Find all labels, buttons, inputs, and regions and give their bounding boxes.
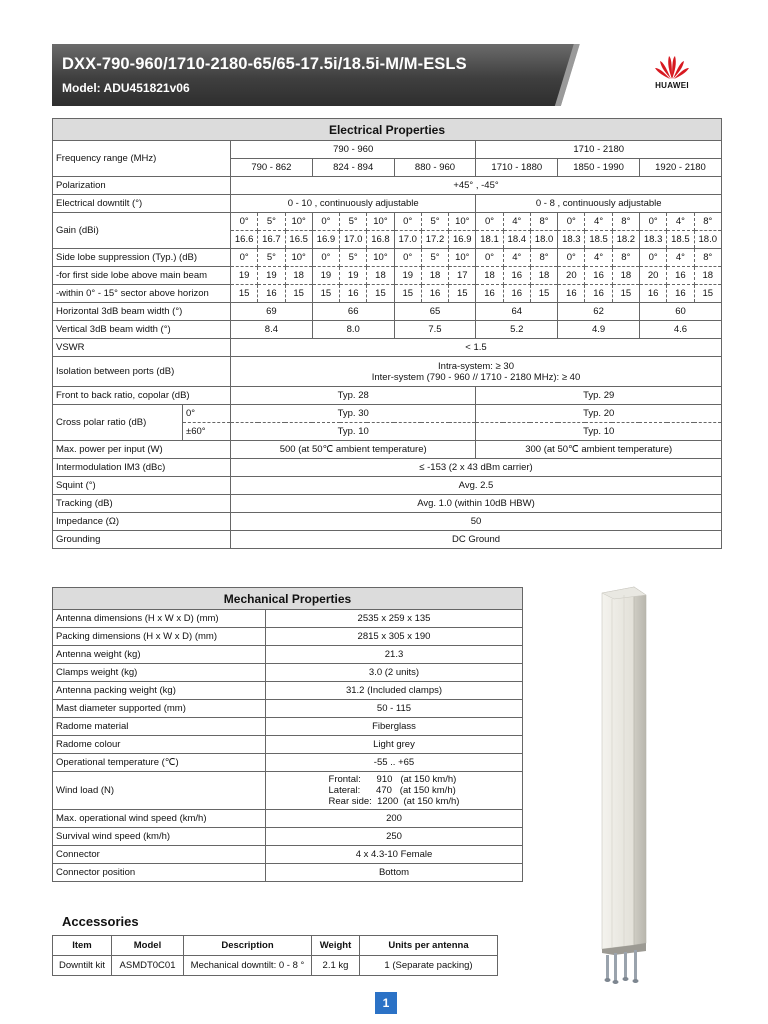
antenna-product-image bbox=[590, 585, 660, 995]
mech-row-label: Mast diameter supported (mm) bbox=[53, 700, 266, 718]
sls-first-cell: 16 bbox=[585, 267, 612, 285]
acc-header-units: Units per antenna bbox=[360, 936, 498, 956]
sls-tilt-cell: 0° bbox=[476, 249, 503, 267]
vbw-cell: 8.0 bbox=[312, 321, 394, 339]
mech-row-label: Operational temperature (℃) bbox=[53, 754, 266, 772]
cpr-angle-60: ±60° bbox=[183, 423, 231, 441]
huawei-logo bbox=[640, 54, 704, 102]
gain-tilt-cell: 8° bbox=[612, 213, 639, 231]
sls-first-cell: 17 bbox=[449, 267, 476, 285]
gain-value-cell: 18.4 bbox=[503, 231, 530, 249]
gain-tilt-cell: 8° bbox=[694, 213, 721, 231]
sls-within-cell: 16 bbox=[476, 285, 503, 303]
acc-header-model: Model bbox=[112, 936, 184, 956]
sub-band: 790 - 862 bbox=[231, 159, 313, 177]
accessories-title: Accessories bbox=[62, 914, 139, 929]
gain-tilt-cell: 0° bbox=[312, 213, 339, 231]
sls-first-label: -for first side lobe above main beam bbox=[53, 267, 231, 285]
sls-first-cell: 19 bbox=[258, 267, 285, 285]
gain-tilt-cell: 0° bbox=[231, 213, 258, 231]
acc-weight: 2.1 kg bbox=[312, 956, 360, 976]
grounding-value: DC Ground bbox=[231, 531, 722, 549]
cpr-low-0: Typ. 30 bbox=[231, 405, 476, 423]
sls-within-cell: 15 bbox=[612, 285, 639, 303]
hbw-cell: 60 bbox=[639, 303, 721, 321]
sls-tilt-cell: 4° bbox=[503, 249, 530, 267]
sub-band: 1920 - 2180 bbox=[639, 159, 721, 177]
mech-row-value: Light grey bbox=[266, 736, 523, 754]
mech-row-value: 2535 x 259 x 135 bbox=[266, 610, 523, 628]
sub-band: 824 - 894 bbox=[312, 159, 394, 177]
mech-row-label: Antenna packing weight (kg) bbox=[53, 682, 266, 700]
vbw-cell: 4.9 bbox=[558, 321, 640, 339]
sls-tilt-cell: 10° bbox=[367, 249, 394, 267]
electrical-properties-table bbox=[52, 118, 722, 549]
mechanical-title: Mechanical Properties bbox=[53, 588, 523, 610]
vbw-label: Vertical 3dB beam width (°) bbox=[53, 321, 231, 339]
gain-tilt-cell: 0° bbox=[394, 213, 421, 231]
gain-value-cell: 16.6 bbox=[231, 231, 258, 249]
acc-header-item: Item bbox=[53, 936, 112, 956]
sls-within-cell: 16 bbox=[639, 285, 666, 303]
gain-tilt-cell: 0° bbox=[476, 213, 503, 231]
mech-row-value: 21.3 bbox=[266, 646, 523, 664]
gain-value-cell: 17.0 bbox=[394, 231, 421, 249]
tracking-value: Avg. 1.0 (within 10dB HBW) bbox=[231, 495, 722, 513]
squint-value: Avg. 2.5 bbox=[231, 477, 722, 495]
mech-row-value: Bottom bbox=[266, 864, 523, 882]
sls-within-cell: 15 bbox=[312, 285, 339, 303]
sls-within-cell: 16 bbox=[585, 285, 612, 303]
sls-within-cell: 15 bbox=[394, 285, 421, 303]
sls-first-cell: 19 bbox=[394, 267, 421, 285]
sls-first-cell: 18 bbox=[530, 267, 557, 285]
acc-header-description: Description bbox=[184, 936, 312, 956]
gain-tilt-cell: 8° bbox=[530, 213, 557, 231]
grounding-label: Grounding bbox=[53, 531, 231, 549]
sls-tilt-cell: 5° bbox=[421, 249, 448, 267]
sls-within-cell: 16 bbox=[340, 285, 367, 303]
isolation-value bbox=[231, 357, 722, 387]
tracking-label: Tracking (dB) bbox=[53, 495, 231, 513]
gain-value-cell: 16.9 bbox=[449, 231, 476, 249]
gain-tilt-cell: 0° bbox=[558, 213, 585, 231]
gain-tilt-cell: 10° bbox=[367, 213, 394, 231]
hbw-label: Horizontal 3dB beam width (°) bbox=[53, 303, 231, 321]
squint-label: Squint (°) bbox=[53, 477, 231, 495]
polarization-label: Polarization bbox=[53, 177, 231, 195]
sls-within-cell: 16 bbox=[667, 285, 694, 303]
gain-tilt-cell: 4° bbox=[667, 213, 694, 231]
power-label: Max. power per input (W) bbox=[53, 441, 231, 459]
isolation-label: Isolation between ports (dB) bbox=[53, 357, 231, 387]
sls-within-cell: 15 bbox=[694, 285, 721, 303]
electrical-title: Electrical Properties bbox=[53, 119, 722, 141]
sls-within-cell: 15 bbox=[231, 285, 258, 303]
cpr-low-60: Typ. 10 bbox=[231, 423, 476, 441]
mech-row-label: Packing dimensions (H x W x D) (mm) bbox=[53, 628, 266, 646]
downtilt-high: 0 - 8 , continuously adjustable bbox=[476, 195, 722, 213]
mech-row-label: Antenna dimensions (H x W x D) (mm) bbox=[53, 610, 266, 628]
sls-first-cell: 19 bbox=[340, 267, 367, 285]
vbw-cell: 7.5 bbox=[394, 321, 476, 339]
isolation-inter: Inter-system (790 - 960 // 1710 - 2180 MHz): ≥ 40 bbox=[371, 371, 581, 383]
hbw-cell: 62 bbox=[558, 303, 640, 321]
gain-tilt-cell: 4° bbox=[585, 213, 612, 231]
band-low: 790 - 960 bbox=[231, 141, 476, 159]
sls-within-label: -within 0° - 15° sector above horizon bbox=[53, 285, 231, 303]
gain-value-cell: 16.5 bbox=[285, 231, 312, 249]
product-title: DXX-790-960/1710-2180-65/65-17.5i/18.5i-M/M-ESLS bbox=[62, 55, 467, 73]
mech-row-value: Fiberglass bbox=[266, 718, 523, 736]
wind-load-line: Frontal: 910 (at 150 km/h) bbox=[328, 774, 457, 785]
sls-tilt-cell: 0° bbox=[231, 249, 258, 267]
acc-item: Downtilt kit bbox=[53, 956, 112, 976]
gain-tilt-cell: 4° bbox=[503, 213, 530, 231]
vswr-label: VSWR bbox=[53, 339, 231, 357]
sls-tilt-cell: 4° bbox=[585, 249, 612, 267]
ftb-high: Typ. 29 bbox=[476, 387, 722, 405]
cpr-label: Cross polar ratio (dB) bbox=[53, 405, 183, 441]
gain-tilt-cell: 5° bbox=[340, 213, 367, 231]
hbw-cell: 69 bbox=[231, 303, 313, 321]
sls-first-cell: 16 bbox=[667, 267, 694, 285]
wind-load-line: Lateral: 470 (at 150 km/h) bbox=[328, 785, 456, 796]
sls-tilt-cell: 8° bbox=[694, 249, 721, 267]
hbw-cell: 65 bbox=[394, 303, 476, 321]
gain-value-cell: 18.1 bbox=[476, 231, 503, 249]
mech-row-label: Connector position bbox=[53, 864, 266, 882]
gain-value-cell: 18.3 bbox=[639, 231, 666, 249]
model-number: Model: ADU451821v06 bbox=[62, 81, 190, 95]
sub-band: 1710 - 1880 bbox=[476, 159, 558, 177]
mech-row-label: Radome material bbox=[53, 718, 266, 736]
sls-tilt-cell: 0° bbox=[394, 249, 421, 267]
ftb-label: Front to back ratio, copolar (dB) bbox=[53, 387, 231, 405]
sls-within-cell: 16 bbox=[258, 285, 285, 303]
gain-tilt-cell: 0° bbox=[639, 213, 666, 231]
acc-header-weight: Weight bbox=[312, 936, 360, 956]
gain-tilt-cell: 10° bbox=[449, 213, 476, 231]
acc-model: ASMDT0C01 bbox=[112, 956, 184, 976]
downtilt-label: Electrical downtilt (°) bbox=[53, 195, 231, 213]
mech-row-value: 2815 x 305 x 190 bbox=[266, 628, 523, 646]
mech-row-value: 4 x 4.3-10 Female bbox=[266, 846, 523, 864]
vbw-cell: 8.4 bbox=[231, 321, 313, 339]
sub-band: 1850 - 1990 bbox=[558, 159, 640, 177]
gain-tilt-cell: 5° bbox=[258, 213, 285, 231]
sls-tilt-cell: 0° bbox=[558, 249, 585, 267]
mech-row-value: 3.0 (2 units) bbox=[266, 664, 523, 682]
gain-value-cell: 18.5 bbox=[585, 231, 612, 249]
mech-row-label: Radome colour bbox=[53, 736, 266, 754]
gain-value-cell: 18.0 bbox=[530, 231, 557, 249]
sls-within-cell: 16 bbox=[503, 285, 530, 303]
brand-name: HUAWEI bbox=[655, 81, 689, 90]
sls-within-cell: 15 bbox=[530, 285, 557, 303]
cpr-high-60: Typ. 10 bbox=[476, 423, 722, 441]
gain-value-cell: 18.3 bbox=[558, 231, 585, 249]
gain-value-cell: 16.9 bbox=[312, 231, 339, 249]
sls-tilt-cell: 8° bbox=[612, 249, 639, 267]
hbw-cell: 66 bbox=[312, 303, 394, 321]
mech-row-value: 250 bbox=[266, 828, 523, 846]
vbw-cell: 5.2 bbox=[476, 321, 558, 339]
gain-value-cell: 17.0 bbox=[340, 231, 367, 249]
sls-tilt-cell: 10° bbox=[449, 249, 476, 267]
sls-tilt-cell: 4° bbox=[667, 249, 694, 267]
sls-first-cell: 20 bbox=[639, 267, 666, 285]
impedance-label: Impedance (Ω) bbox=[53, 513, 231, 531]
mech-row-label: Connector bbox=[53, 846, 266, 864]
sls-tilt-cell: 5° bbox=[340, 249, 367, 267]
sls-tilt-cell: 0° bbox=[312, 249, 339, 267]
wind-load-label: Wind load (N) bbox=[53, 772, 266, 810]
sub-band: 880 - 960 bbox=[394, 159, 476, 177]
sls-tilt-cell: 10° bbox=[285, 249, 312, 267]
mech-row-value: 50 - 115 bbox=[266, 700, 523, 718]
mech-row-value: 200 bbox=[266, 810, 523, 828]
acc-units: 1 (Separate packing) bbox=[360, 956, 498, 976]
sls-tilt-cell: 0° bbox=[639, 249, 666, 267]
frequency-label: Frequency range (MHz) bbox=[53, 141, 231, 177]
sls-within-cell: 16 bbox=[421, 285, 448, 303]
gain-value-cell: 16.7 bbox=[258, 231, 285, 249]
gain-value-cell: 18.2 bbox=[612, 231, 639, 249]
vbw-cell: 4.6 bbox=[639, 321, 721, 339]
im3-label: Intermodulation IM3 (dBc) bbox=[53, 459, 231, 477]
sls-within-cell: 16 bbox=[558, 285, 585, 303]
polarization-value: +45° , -45° bbox=[231, 177, 722, 195]
acc-description: Mechanical downtilt: 0 - 8 ° bbox=[184, 956, 312, 976]
vswr-value: < 1.5 bbox=[231, 339, 722, 357]
downtilt-low: 0 - 10 , continuously adjustable bbox=[231, 195, 476, 213]
page-number: 1 bbox=[375, 992, 397, 1014]
sls-first-cell: 18 bbox=[285, 267, 312, 285]
mech-row-value: 31.2 (Included clamps) bbox=[266, 682, 523, 700]
hbw-cell: 64 bbox=[476, 303, 558, 321]
sls-first-cell: 19 bbox=[312, 267, 339, 285]
huawei-petal-icon bbox=[652, 54, 692, 80]
wind-load-line: Rear side: 1200 (at 150 km/h) bbox=[328, 796, 460, 807]
sls-first-cell: 18 bbox=[421, 267, 448, 285]
cpr-high-0: Typ. 20 bbox=[476, 405, 722, 423]
gain-value-cell: 17.2 bbox=[421, 231, 448, 249]
im3-value: ≤ -153 (2 x 43 dBm carrier) bbox=[231, 459, 722, 477]
band-high: 1710 - 2180 bbox=[476, 141, 722, 159]
sls-tilt-cell: 8° bbox=[530, 249, 557, 267]
sls-within-cell: 15 bbox=[449, 285, 476, 303]
power-high: 300 (at 50℃ ambient temperature) bbox=[476, 441, 722, 459]
accessories-table bbox=[52, 935, 498, 976]
gain-label: Gain (dBi) bbox=[53, 213, 231, 249]
sls-first-cell: 16 bbox=[503, 267, 530, 285]
sls-first-cell: 20 bbox=[558, 267, 585, 285]
mechanical-properties-table bbox=[52, 587, 523, 882]
impedance-value: 50 bbox=[231, 513, 722, 531]
sls-within-cell: 15 bbox=[367, 285, 394, 303]
gain-value-cell: 16.8 bbox=[367, 231, 394, 249]
mech-row-label: Clamps weight (kg) bbox=[53, 664, 266, 682]
mech-row-label: Antenna weight (kg) bbox=[53, 646, 266, 664]
gain-value-cell: 18.0 bbox=[694, 231, 721, 249]
sls-first-cell: 18 bbox=[367, 267, 394, 285]
sls-first-cell: 18 bbox=[612, 267, 639, 285]
mech-row-value: -55 .. +65 bbox=[266, 754, 523, 772]
sls-first-cell: 19 bbox=[231, 267, 258, 285]
gain-tilt-cell: 10° bbox=[285, 213, 312, 231]
sls-label: Side lobe suppression (Typ.) (dB) bbox=[53, 249, 231, 267]
ftb-low: Typ. 28 bbox=[231, 387, 476, 405]
gain-tilt-cell: 5° bbox=[421, 213, 448, 231]
power-low: 500 (at 50℃ ambient temperature) bbox=[231, 441, 476, 459]
mech-row-label: Survival wind speed (km/h) bbox=[53, 828, 266, 846]
cpr-angle-0: 0° bbox=[183, 405, 231, 423]
isolation-intra: Intra-system: ≥ 30 bbox=[438, 360, 514, 372]
header-banner bbox=[52, 44, 722, 106]
gain-value-cell: 18.5 bbox=[667, 231, 694, 249]
sls-first-cell: 18 bbox=[694, 267, 721, 285]
sls-within-cell: 15 bbox=[285, 285, 312, 303]
sls-first-cell: 18 bbox=[476, 267, 503, 285]
sls-tilt-cell: 5° bbox=[258, 249, 285, 267]
wind-load-value bbox=[266, 772, 523, 810]
mech-row-label: Max. operational wind speed (km/h) bbox=[53, 810, 266, 828]
